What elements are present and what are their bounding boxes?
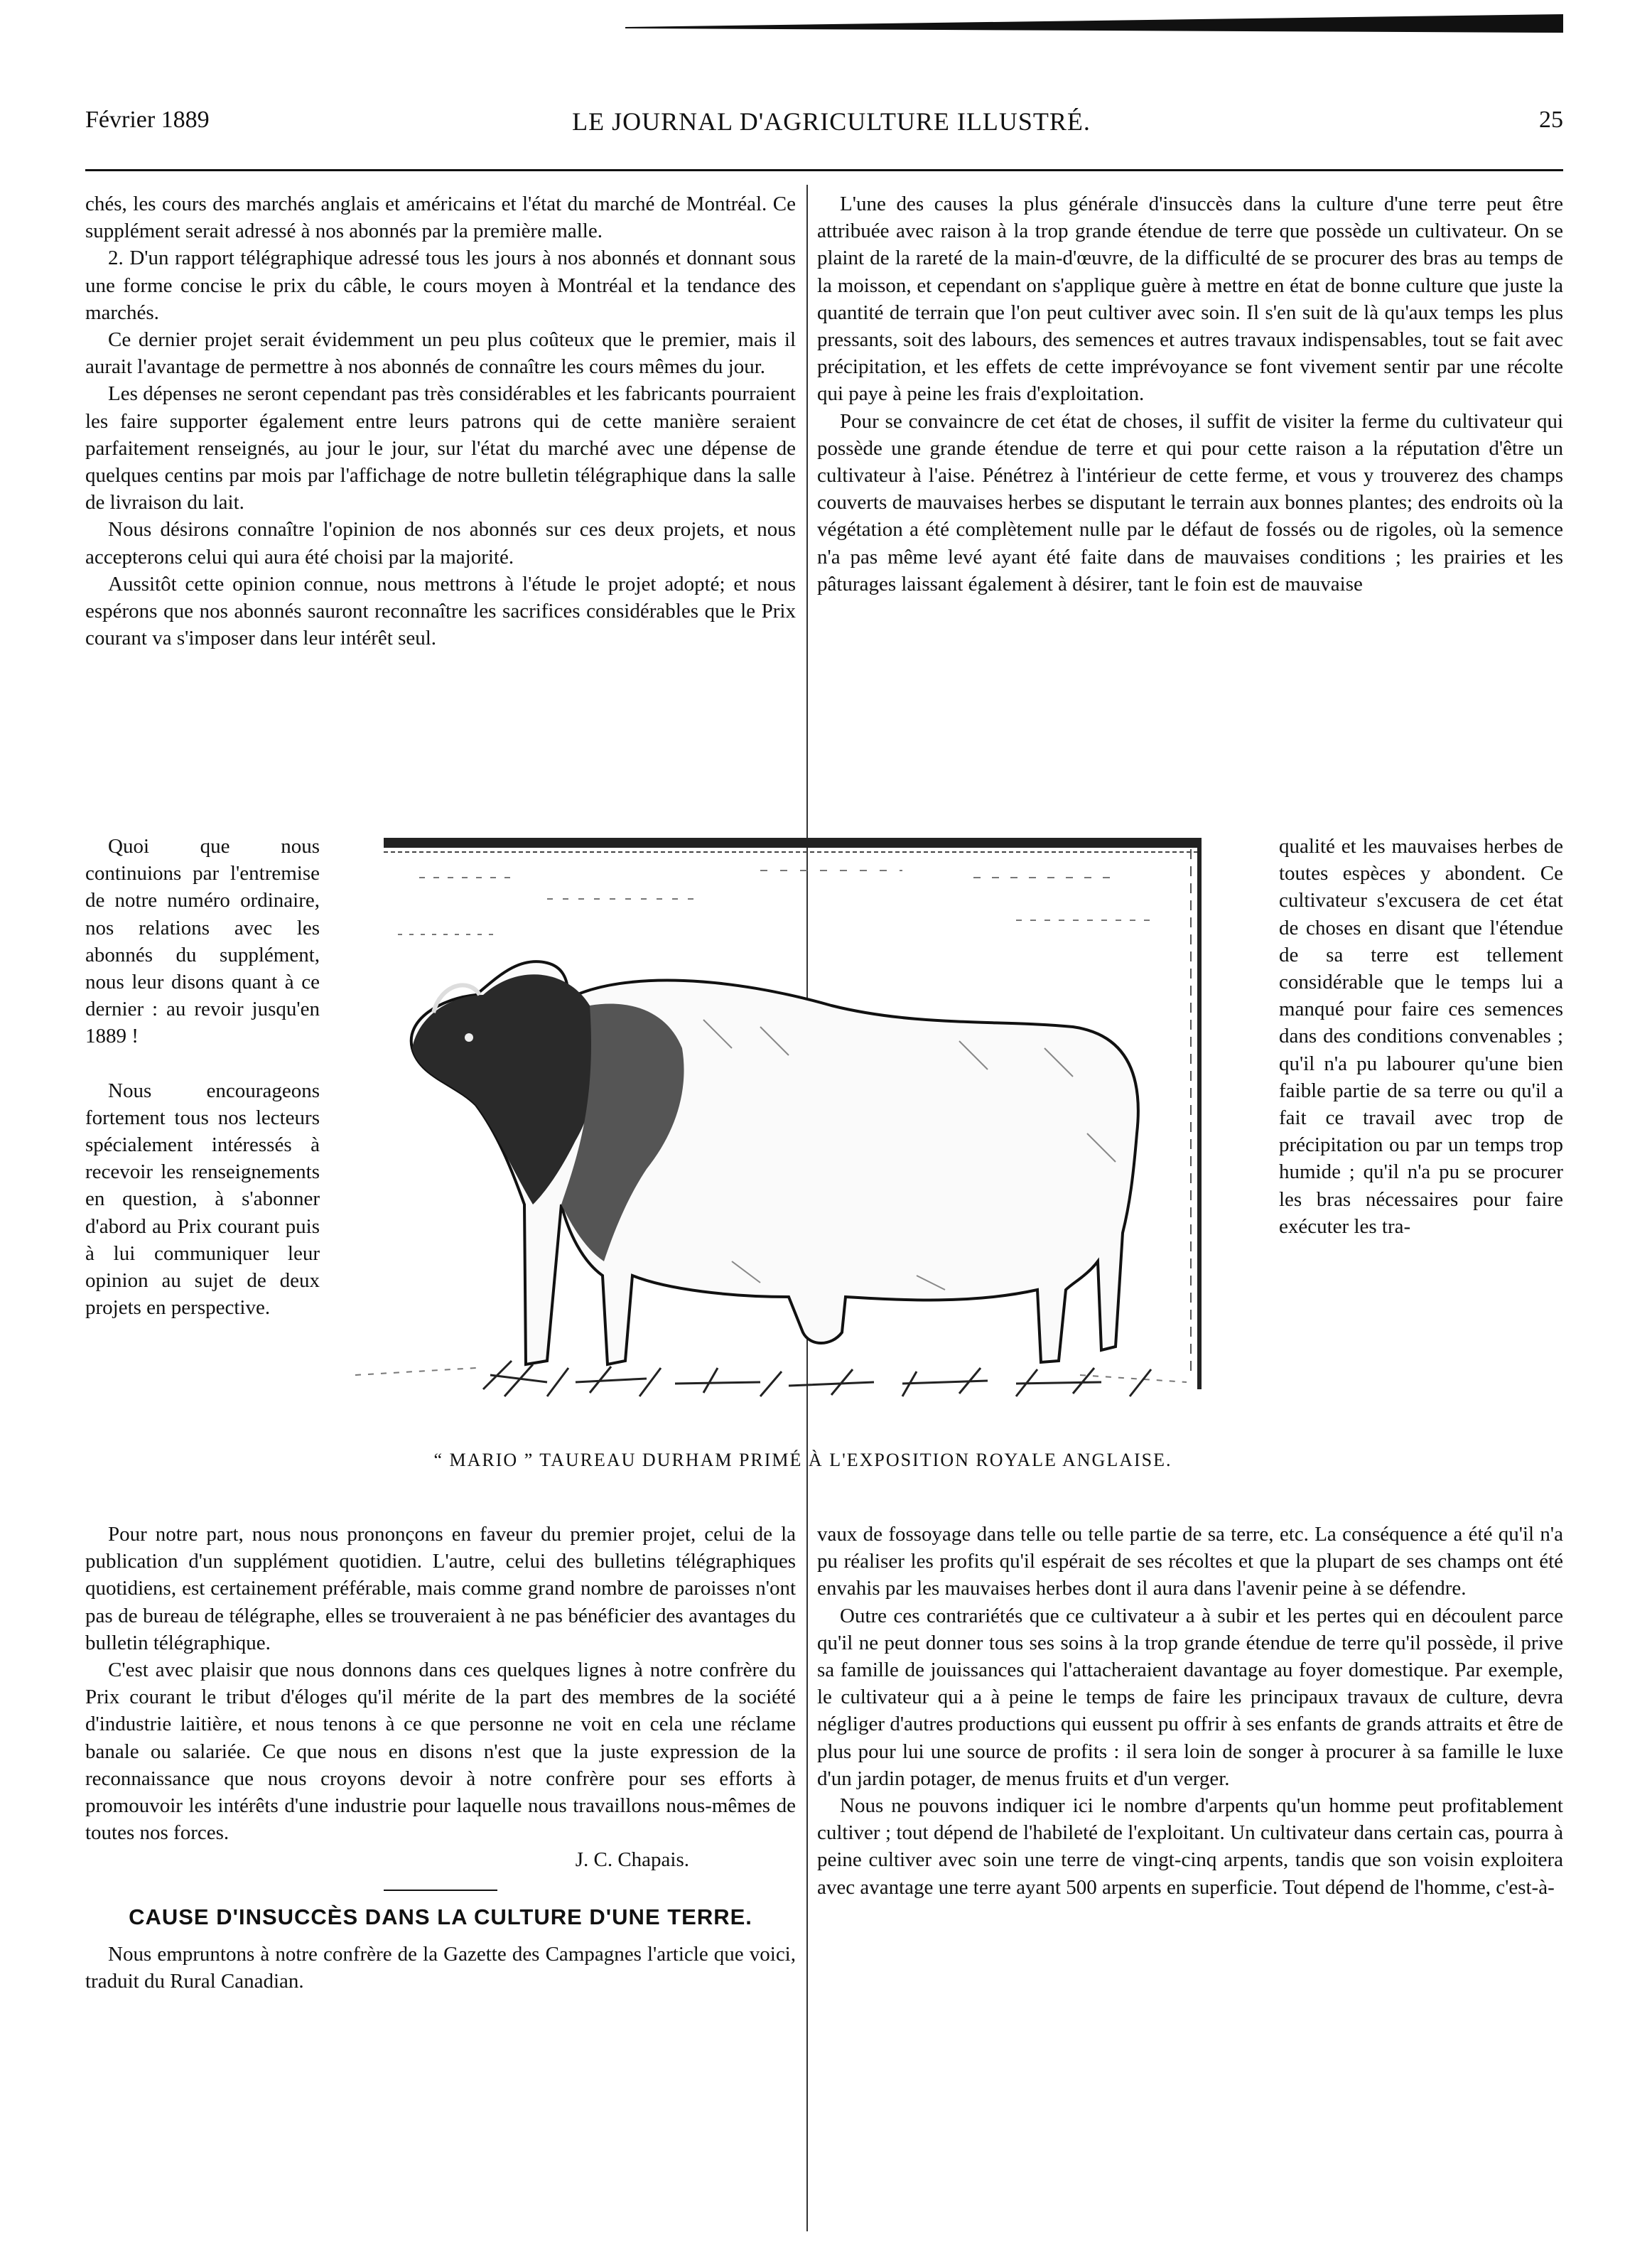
left-column-bottom <box>85 1521 796 1995</box>
right-wrap-text <box>1279 833 1563 1240</box>
section-title: CAUSE D'INSUCCÈS DANS LA CULTURE D'UNE TERRE. <box>129 1904 752 1929</box>
header-rule <box>85 169 1563 171</box>
paragraph: Pour se convaincre de cet état de choses, il suffit de visiter la ferme du cultivateur qui possède une grande étendue de terre et qui pour cette raison a la réputation d'être un cultivateur à l'aise. Pénétrez à l'intérieur de cette ferme, et vous y trouverez des champs couverts de mauvaises herbes se disputant le terrain aux bonnes plantes; des endroits où la végétation a été complètement nulle par le défaut de fossés ou de rigoles, où la semence n'a pas même levé ayant été faite dans de mauvaises conditions ; les prairies et les pâturages laissant également à désirer, tant le foin est de mauvaise <box>817 409 1563 595</box>
paragraph: Quoi que nous continuions par l'entremise de notre numéro ordinaire, nos relations avec les abonnés du supplément, nous leur disons quant à ce dernier : au revoir jusqu'en 1889 ! <box>85 835 320 1048</box>
section-intro: Nous empruntons à notre confrère de la Gazette des Campagnes l'article que voici, traduit du Rural Canadian. <box>85 1942 796 1993</box>
paragraph: 2. D'un rapport télégraphique adressé tous les jours à nos abonnés et donnant sous une forme concise le prix du câble, le cours moyen à Montréal et la tendance des marchés. <box>85 247 796 324</box>
paragraph: vaux de fossoyage dans telle ou telle partie de sa terre, etc. La conséquence a été qu'il n'a pu réaliser les profits qu'il espérait de ses récoltes et que la plupart de ses champs ont été envahis par les mauvaises herbes dont il aura dans l'avenir peine à se défendre. <box>817 1523 1563 1600</box>
header-date: Février 1889 <box>85 107 210 133</box>
author-signature: J. C. Chapais. <box>575 1848 689 1872</box>
left-column-top <box>85 190 796 652</box>
journal-title: LE JOURNAL D'AGRICULTURE ILLUSTRÉ. <box>572 107 1091 136</box>
left-wrap-text <box>85 833 320 1321</box>
right-column-top <box>817 190 1563 598</box>
paragraph: C'est avec plaisir que nous donnons dans ces quelques lignes à notre confrère du Prix courant le tribut d'éloges qu'il mérite de la part des membres de la société d'industrie laitière, et nous tenons à ce que personne ne voit en cela une réclame banale ou salariée. Ce que nous en disons n'est que la juste expression de la reconnaissance que nous croyons devoir à notre confrère pour ses efforts à promouvoir les intérêts d'une industrie pour laquelle nous travaillons nous-mêmes de toutes nos forces. <box>85 1659 796 1845</box>
top-decorative-rule <box>625 13 1563 34</box>
figure-caption: “ MARIO ” TAUREAU DURHAM PRIMÉ À L'EXPOSITION ROYALE ANGLAISE. <box>433 1450 1172 1470</box>
paragraph: chés, les cours des marchés anglais et américains et l'état du marché de Montréal. Ce supplément serait adressé à nos abonnés par la première malle. <box>85 193 796 243</box>
page-number: 25 <box>1539 107 1563 133</box>
paragraph: Outre ces contrariétés que ce cultivateur a à subir et les pertes qui en découlent parce qu'il ne peut donner tous ses soins à la trop grande étendue de terre qu'il possède, il prive sa famille de jouissances qui l'attacheraient davantage au foyer domestique. Par exemple, le cultivateur qui a à peine le temps de faire les principaux travaux de culture, devra négliger d'autres productions qui eussent pu offrir à ses enfants de grands attraits et être de plus pour lui une source de profits : il sera loin de songer à procurer à sa famille le luxe d'un jardin potager, de menus fruits et d'un verger. <box>817 1604 1563 1790</box>
paragraph: L'une des causes la plus générale d'insuccès dans la culture d'une terre peut être attribuée avec raison à la trop grande étendue de terre que possède un cultivateur. On se plaint de la rareté de la main-d'œuvre, de la difficulté de se procurer des bras au temps de la moisson, et cependant on s'applique guère à mettre en état de bonne culture que juste la quantité de terrain que l'on peut cultiver avec soin. Il s'en suit de là qu'aux temps les plus pressants, soit des labours, des semences et autres travaux indispensables, tout se fait avec précipitation, et les effets de cette imprévoyance se font vivement sentir par une récolte qui paye à peine les frais d'exploitation. <box>817 193 1563 406</box>
paragraph: Nous encourageons fortement tous nos lecteurs spécialement intéressés à recevoir les renseignements en question, à s'abonner d'abord au Prix courant puis à lui communiquer leur opinion au sujet de deux projets en perspective. <box>85 1079 320 1320</box>
paragraph: Aussitôt cette opinion connue, nous mettrons à l'étude le projet adopté; et nous espérons que nos abonnés sauront reconnaître les sacrifices considérables que le Prix courant va s'imposer dans leur intérêt seul. <box>85 572 796 650</box>
right-column-bottom <box>817 1521 1563 1901</box>
paragraph: Nous ne pouvons indiquer ici le nombre d'arpents qu'un homme peut profitablement cultiver ; tout dépend de l'habileté de l'exploitant. Un cultivateur dans certain cas, pourra à peine cultiver avec soin une terre de vingt-cinq arpents, tandis que son voisin exploitera avec avantage une terre ayant 500 arpents en superficie. Tout dépend de l'homme, c'est-à- <box>817 1794 1563 1899</box>
section-separator <box>384 1890 497 1891</box>
paragraph: Les dépenses ne seront cependant pas très considérables et les fabricants pourraient les faire supporter également entre leurs patrons qui de cette manière seraient parfaitement renseignés, au jour le jour, sur l'état du marché avec une dépense de quelques centins par mois par l'affichage de notre bulletin télégraphique dans la salle de livraison du lait. <box>85 382 796 514</box>
paragraph: Ce dernier projet serait évidemment un peu plus coûteux que le premier, mais il aurait l'avantage de permettre à nos abonnés de connaître les cours mêmes du jour. <box>85 328 796 379</box>
bull-engraving-image <box>334 835 1272 1464</box>
paragraph: Pour notre part, nous nous prononçons en faveur du premier projet, celui de la publication d'un supplément quotidien. L'autre, celui des bulletins télégraphiques quotidiens, est certainement préférable, mais comme grand nombre de paroisses n'ont pas de bureau de télégraphe, elles se trouveraient à ne pas bénéficier des avantages du bulletin télégraphique. <box>85 1523 796 1654</box>
paragraph: Nous désirons connaître l'opinion de nos abonnés sur ces deux projets, et nous accepterons celui qui aura été choisi par la majorité. <box>85 518 796 568</box>
page-header <box>85 107 1563 149</box>
paragraph: qualité et les mauvaises herbes de toutes espèces y abondent. Ce cultivateur s'excusera de cet état de choses en disant que l'étendue de sa terre est tellement considérable que le temps lui a manqué pour faire ces semences dans des conditions convenables ; qu'il n'a pu labourer qu'une bien faible partie de sa terre ou qu'il a fait ce travail avec trop de précipitation ou par un temps trop humide ; qu'il n'a pu se procurer les bras nécessaires pour faire exécuter les tra- <box>1279 835 1563 1238</box>
